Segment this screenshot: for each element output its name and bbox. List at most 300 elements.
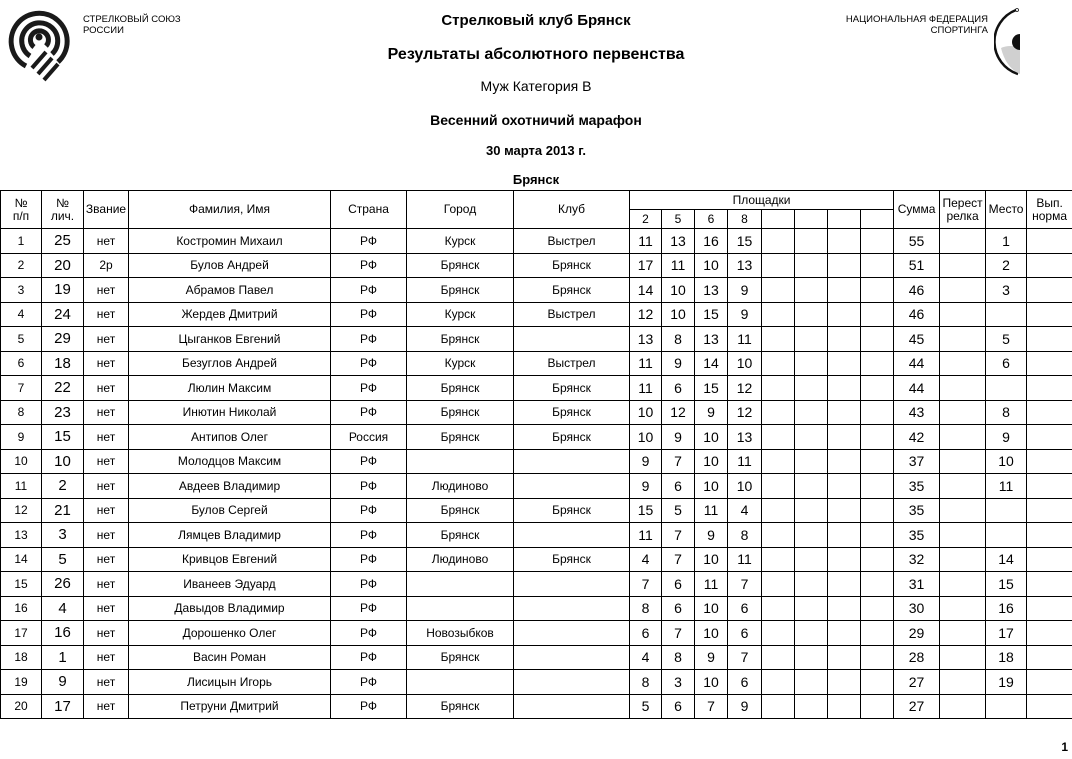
cell-station-score xyxy=(795,645,828,670)
cell-personal-num: 29 xyxy=(42,327,84,352)
cell-personal-num: 22 xyxy=(42,376,84,401)
cell-sum: 32 xyxy=(894,547,940,572)
cell-station-score xyxy=(828,278,861,303)
cell-station-score: 10 xyxy=(695,253,728,278)
cell-num: 15 xyxy=(1,572,42,597)
cell-station-score xyxy=(795,253,828,278)
cell-rank: нет xyxy=(84,547,129,572)
cell-country: РФ xyxy=(331,253,407,278)
cell-rank: нет xyxy=(84,376,129,401)
cell-num: 11 xyxy=(1,474,42,499)
cell-station-score xyxy=(762,670,795,695)
cell-station-score: 8 xyxy=(630,670,662,695)
cell-rank: нет xyxy=(84,572,129,597)
cell-sum: 31 xyxy=(894,572,940,597)
cell-station-score: 8 xyxy=(630,596,662,621)
cell-club: Брянск xyxy=(514,425,630,450)
cell-station-score xyxy=(795,425,828,450)
cell-place: 8 xyxy=(986,400,1027,425)
cell-name: Молодцов Максим xyxy=(129,449,331,474)
cell-station-score: 4 xyxy=(728,498,762,523)
cell-name: Кривцов Евгений xyxy=(129,547,331,572)
cell-station-score: 6 xyxy=(662,474,695,499)
cell-city xyxy=(407,449,514,474)
cell-station-score xyxy=(861,327,894,352)
cell-city: Курск xyxy=(407,302,514,327)
cell-station-score: 10 xyxy=(662,302,695,327)
cell-club: Брянск xyxy=(514,498,630,523)
cell-city: Людиново xyxy=(407,474,514,499)
cell-club: Брянск xyxy=(514,400,630,425)
cell-club xyxy=(514,327,630,352)
cell-station-score: 8 xyxy=(662,645,695,670)
cell-sum: 35 xyxy=(894,523,940,548)
cell-sum: 51 xyxy=(894,253,940,278)
cell-station-score: 7 xyxy=(662,523,695,548)
cell-club: Брянск xyxy=(514,376,630,401)
cell-shootoff xyxy=(940,670,986,695)
cell-norm xyxy=(1027,645,1072,670)
col-header-norm: Вып. норма xyxy=(1027,191,1072,229)
cell-station-score: 7 xyxy=(728,572,762,597)
cell-station-score xyxy=(861,596,894,621)
cell-station-score: 7 xyxy=(662,449,695,474)
cell-shootoff xyxy=(940,621,986,646)
cell-station-score: 6 xyxy=(662,572,695,597)
cell-station-score: 6 xyxy=(662,694,695,719)
cell-club xyxy=(514,596,630,621)
table-row xyxy=(1,351,1072,376)
cell-station-score xyxy=(762,523,795,548)
cell-city xyxy=(407,572,514,597)
cell-country: РФ xyxy=(331,694,407,719)
cell-norm xyxy=(1027,523,1072,548)
cell-station-score xyxy=(762,449,795,474)
cell-station-score xyxy=(861,670,894,695)
cell-station-score xyxy=(861,425,894,450)
cell-station-score: 12 xyxy=(728,376,762,401)
cell-rank: нет xyxy=(84,474,129,499)
cell-place: 10 xyxy=(986,449,1027,474)
cell-station-score xyxy=(828,596,861,621)
cell-country: РФ xyxy=(331,376,407,401)
cell-sum: 27 xyxy=(894,694,940,719)
cell-place: 1 xyxy=(986,229,1027,254)
cell-personal-num: 16 xyxy=(42,621,84,646)
cell-name: Жердев Дмитрий xyxy=(129,302,331,327)
cell-country: РФ xyxy=(331,327,407,352)
cell-norm xyxy=(1027,376,1072,401)
cell-station-score: 7 xyxy=(695,694,728,719)
cell-norm xyxy=(1027,621,1072,646)
cell-city: Новозыбков xyxy=(407,621,514,646)
cell-place: 11 xyxy=(986,474,1027,499)
cell-name: Лисицын Игорь xyxy=(129,670,331,695)
cell-club xyxy=(514,523,630,548)
cell-station-score: 10 xyxy=(695,621,728,646)
table-row xyxy=(1,229,1072,254)
cell-num: 2 xyxy=(1,253,42,278)
cell-station-score: 11 xyxy=(728,327,762,352)
cell-station-score: 10 xyxy=(695,425,728,450)
cell-sum: 37 xyxy=(894,449,940,474)
table-row xyxy=(1,376,1072,401)
cell-station-score: 10 xyxy=(630,400,662,425)
cell-place xyxy=(986,376,1027,401)
cell-sum: 46 xyxy=(894,302,940,327)
cell-station-score: 6 xyxy=(728,670,762,695)
cell-country: РФ xyxy=(331,547,407,572)
cell-shootoff xyxy=(940,229,986,254)
cell-personal-num: 19 xyxy=(42,278,84,303)
cell-station-score xyxy=(795,351,828,376)
cell-station-score xyxy=(762,327,795,352)
cell-norm xyxy=(1027,547,1072,572)
cell-city xyxy=(407,596,514,621)
cell-station-score: 11 xyxy=(728,449,762,474)
cell-club xyxy=(514,449,630,474)
cell-norm xyxy=(1027,253,1072,278)
cell-personal-num: 18 xyxy=(42,351,84,376)
cell-shootoff xyxy=(940,547,986,572)
cell-name: Люлин Максим xyxy=(129,376,331,401)
cell-rank: нет xyxy=(84,670,129,695)
cell-shootoff xyxy=(940,376,986,401)
cell-station-score xyxy=(861,449,894,474)
cell-shootoff xyxy=(940,572,986,597)
cell-station-score: 11 xyxy=(695,572,728,597)
cell-country: РФ xyxy=(331,474,407,499)
cell-place xyxy=(986,694,1027,719)
cell-station-score xyxy=(861,376,894,401)
cell-place: 5 xyxy=(986,327,1027,352)
col-header-sum: Сумма xyxy=(894,191,940,229)
cell-num: 18 xyxy=(1,645,42,670)
cell-rank: нет xyxy=(84,327,129,352)
table-row xyxy=(1,449,1072,474)
cell-station-score: 15 xyxy=(695,302,728,327)
cell-club: Выстрел xyxy=(514,351,630,376)
cell-city: Брянск xyxy=(407,645,514,670)
cell-personal-num: 23 xyxy=(42,400,84,425)
cell-personal-num: 26 xyxy=(42,572,84,597)
cell-city: Брянск xyxy=(407,327,514,352)
cell-station-score xyxy=(828,327,861,352)
cell-station-score xyxy=(795,278,828,303)
results-table xyxy=(0,190,1072,719)
cell-place: 6 xyxy=(986,351,1027,376)
cell-station-score: 9 xyxy=(662,425,695,450)
cell-station-score xyxy=(762,278,795,303)
cell-shootoff xyxy=(940,253,986,278)
cell-sum: 44 xyxy=(894,351,940,376)
page-number: 1 xyxy=(1061,740,1068,754)
cell-personal-num: 5 xyxy=(42,547,84,572)
cell-num: 1 xyxy=(1,229,42,254)
cell-station-score: 9 xyxy=(662,351,695,376)
cell-city: Курск xyxy=(407,351,514,376)
cell-sum: 35 xyxy=(894,474,940,499)
cell-station-score: 5 xyxy=(630,694,662,719)
cell-club: Брянск xyxy=(514,547,630,572)
cell-station-score: 10 xyxy=(728,474,762,499)
cell-station-score xyxy=(861,621,894,646)
cell-num: 19 xyxy=(1,670,42,695)
cell-station-score xyxy=(795,474,828,499)
cell-station-score: 8 xyxy=(662,327,695,352)
cell-place: 19 xyxy=(986,670,1027,695)
cell-sum: 29 xyxy=(894,621,940,646)
cell-shootoff xyxy=(940,474,986,499)
cell-club xyxy=(514,572,630,597)
cell-place xyxy=(986,498,1027,523)
cell-station-score xyxy=(828,425,861,450)
cell-station-score xyxy=(795,400,828,425)
cell-station-score: 10 xyxy=(728,351,762,376)
cell-rank: нет xyxy=(84,694,129,719)
cell-station-score: 16 xyxy=(695,229,728,254)
cell-rank: нет xyxy=(84,229,129,254)
cell-name: Дорошенко Олег xyxy=(129,621,331,646)
table-row xyxy=(1,572,1072,597)
cell-num: 17 xyxy=(1,621,42,646)
cell-num: 9 xyxy=(1,425,42,450)
cell-station-score xyxy=(795,670,828,695)
col-header-country: Страна xyxy=(331,191,407,229)
table-row xyxy=(1,694,1072,719)
cell-name: Авдеев Владимир xyxy=(129,474,331,499)
cell-station-score xyxy=(828,498,861,523)
cell-norm xyxy=(1027,670,1072,695)
cell-club xyxy=(514,474,630,499)
org-left-line1: СТРЕЛКОВЫЙ СОЮЗ xyxy=(83,14,181,25)
cell-norm xyxy=(1027,351,1072,376)
cell-shootoff xyxy=(940,425,986,450)
cell-rank: 2р xyxy=(84,253,129,278)
cell-num: 10 xyxy=(1,449,42,474)
table-row xyxy=(1,547,1072,572)
cell-station-score: 10 xyxy=(630,425,662,450)
col-header-personal-num: № лич. xyxy=(42,191,84,229)
cell-shootoff xyxy=(940,400,986,425)
cell-name: Иванеев Эдуард xyxy=(129,572,331,597)
cell-shootoff xyxy=(940,449,986,474)
cell-country: РФ xyxy=(331,596,407,621)
cell-shootoff xyxy=(940,645,986,670)
cell-station-score: 13 xyxy=(630,327,662,352)
results-body xyxy=(1,229,1072,719)
club-title: Стрелковый клуб Брянск xyxy=(441,12,631,29)
cell-station-score xyxy=(762,400,795,425)
cell-station-score xyxy=(762,474,795,499)
cell-station-score xyxy=(762,376,795,401)
cell-station-score xyxy=(861,278,894,303)
cell-norm xyxy=(1027,327,1072,352)
cell-club: Выстрел xyxy=(514,302,630,327)
cell-country: РФ xyxy=(331,400,407,425)
cell-station-score xyxy=(828,376,861,401)
cell-station-score: 9 xyxy=(728,694,762,719)
cell-station-score: 9 xyxy=(695,523,728,548)
cell-country: РФ xyxy=(331,572,407,597)
cell-place xyxy=(986,302,1027,327)
cell-station-score xyxy=(828,645,861,670)
cell-name: Давыдов Владимир xyxy=(129,596,331,621)
cell-station-score xyxy=(795,547,828,572)
cell-sum: 27 xyxy=(894,670,940,695)
cell-station-score: 4 xyxy=(630,547,662,572)
cell-station-score xyxy=(795,327,828,352)
cell-station-score: 11 xyxy=(630,229,662,254)
cell-station-score xyxy=(861,645,894,670)
cell-norm xyxy=(1027,278,1072,303)
cell-station-score: 3 xyxy=(662,670,695,695)
cell-station-score: 7 xyxy=(630,572,662,597)
cell-station-score xyxy=(861,229,894,254)
table-row xyxy=(1,523,1072,548)
cell-station-score xyxy=(828,253,861,278)
cell-station-score: 13 xyxy=(695,327,728,352)
cell-club xyxy=(514,645,630,670)
cell-place: 9 xyxy=(986,425,1027,450)
cell-rank: нет xyxy=(84,596,129,621)
cell-station-score: 9 xyxy=(695,400,728,425)
cell-city: Брянск xyxy=(407,498,514,523)
cell-num: 12 xyxy=(1,498,42,523)
cell-rank: нет xyxy=(84,523,129,548)
cell-station-score: 14 xyxy=(695,351,728,376)
cell-station-score xyxy=(828,449,861,474)
cell-city: Брянск xyxy=(407,425,514,450)
cell-sum: 43 xyxy=(894,400,940,425)
cell-shootoff xyxy=(940,596,986,621)
col-header-place: Место xyxy=(986,191,1027,229)
cell-station-score: 6 xyxy=(728,596,762,621)
cell-station-score: 6 xyxy=(662,376,695,401)
cell-rank: нет xyxy=(84,425,129,450)
col-header-stations: Площадки xyxy=(630,191,894,210)
cell-num: 20 xyxy=(1,694,42,719)
cell-personal-num: 10 xyxy=(42,449,84,474)
col-header-num: № п/п xyxy=(1,191,42,229)
cell-norm xyxy=(1027,449,1072,474)
cell-station-score: 10 xyxy=(662,278,695,303)
cell-station-score xyxy=(795,302,828,327)
cell-station-score xyxy=(861,498,894,523)
cell-station-score xyxy=(762,425,795,450)
station-header xyxy=(828,210,861,229)
cell-station-score xyxy=(828,400,861,425)
cell-name: Инютин Николай xyxy=(129,400,331,425)
cell-name: Васин Роман xyxy=(129,645,331,670)
cell-station-score: 11 xyxy=(662,253,695,278)
cell-club xyxy=(514,694,630,719)
cell-club: Брянск xyxy=(514,278,630,303)
cell-station-score: 12 xyxy=(728,400,762,425)
cell-club xyxy=(514,670,630,695)
cell-station-score: 13 xyxy=(662,229,695,254)
cell-station-score: 9 xyxy=(695,645,728,670)
cell-name: Костромин Михаил xyxy=(129,229,331,254)
cell-station-score xyxy=(795,694,828,719)
cell-station-score xyxy=(795,229,828,254)
cell-station-score xyxy=(828,523,861,548)
table-row xyxy=(1,425,1072,450)
cell-station-score xyxy=(828,474,861,499)
cell-name: Лямцев Владимир xyxy=(129,523,331,548)
cell-station-score: 7 xyxy=(662,621,695,646)
cell-station-score: 13 xyxy=(695,278,728,303)
cell-station-score xyxy=(861,302,894,327)
cell-rank: нет xyxy=(84,400,129,425)
cell-station-score xyxy=(795,376,828,401)
cell-club xyxy=(514,621,630,646)
cell-personal-num: 17 xyxy=(42,694,84,719)
cell-station-score: 9 xyxy=(728,302,762,327)
cell-station-score: 15 xyxy=(695,376,728,401)
cell-station-score: 4 xyxy=(630,645,662,670)
cell-place: 18 xyxy=(986,645,1027,670)
cell-city: Людиново xyxy=(407,547,514,572)
cell-station-score: 10 xyxy=(695,596,728,621)
cell-norm xyxy=(1027,596,1072,621)
cell-country: РФ xyxy=(331,645,407,670)
cell-shootoff xyxy=(940,694,986,719)
col-header-city: Город xyxy=(407,191,514,229)
cell-rank: нет xyxy=(84,498,129,523)
cell-station-score xyxy=(861,474,894,499)
cell-station-score xyxy=(795,449,828,474)
cell-station-score: 13 xyxy=(728,425,762,450)
cell-city: Брянск xyxy=(407,400,514,425)
cell-personal-num: 25 xyxy=(42,229,84,254)
cell-station-score xyxy=(795,572,828,597)
station-header: 6 xyxy=(695,210,728,229)
table-row xyxy=(1,670,1072,695)
cell-station-score: 10 xyxy=(695,670,728,695)
cell-norm xyxy=(1027,425,1072,450)
cell-country: РФ xyxy=(331,449,407,474)
cell-station-score xyxy=(861,572,894,597)
cell-personal-num: 3 xyxy=(42,523,84,548)
table-row xyxy=(1,400,1072,425)
cell-station-score xyxy=(762,596,795,621)
table-row xyxy=(1,645,1072,670)
cell-name: Петруни Дмитрий xyxy=(129,694,331,719)
cell-sum: 35 xyxy=(894,498,940,523)
cell-sum: 30 xyxy=(894,596,940,621)
table-row xyxy=(1,596,1072,621)
cell-station-score: 9 xyxy=(630,449,662,474)
cell-station-score: 10 xyxy=(695,547,728,572)
cell-name: Булов Сергей xyxy=(129,498,331,523)
cell-country: РФ xyxy=(331,278,407,303)
cell-num: 6 xyxy=(1,351,42,376)
cell-station-score xyxy=(762,302,795,327)
category-label: Муж Категория В xyxy=(480,78,592,94)
cell-station-score: 10 xyxy=(695,449,728,474)
station-header: 2 xyxy=(630,210,662,229)
cell-country: РФ xyxy=(331,302,407,327)
cell-country: РФ xyxy=(331,523,407,548)
cell-personal-num: 20 xyxy=(42,253,84,278)
cell-personal-num: 24 xyxy=(42,302,84,327)
cell-personal-num: 15 xyxy=(42,425,84,450)
cell-station-score: 6 xyxy=(630,621,662,646)
cell-personal-num: 1 xyxy=(42,645,84,670)
cell-place xyxy=(986,523,1027,548)
cell-station-score xyxy=(762,547,795,572)
